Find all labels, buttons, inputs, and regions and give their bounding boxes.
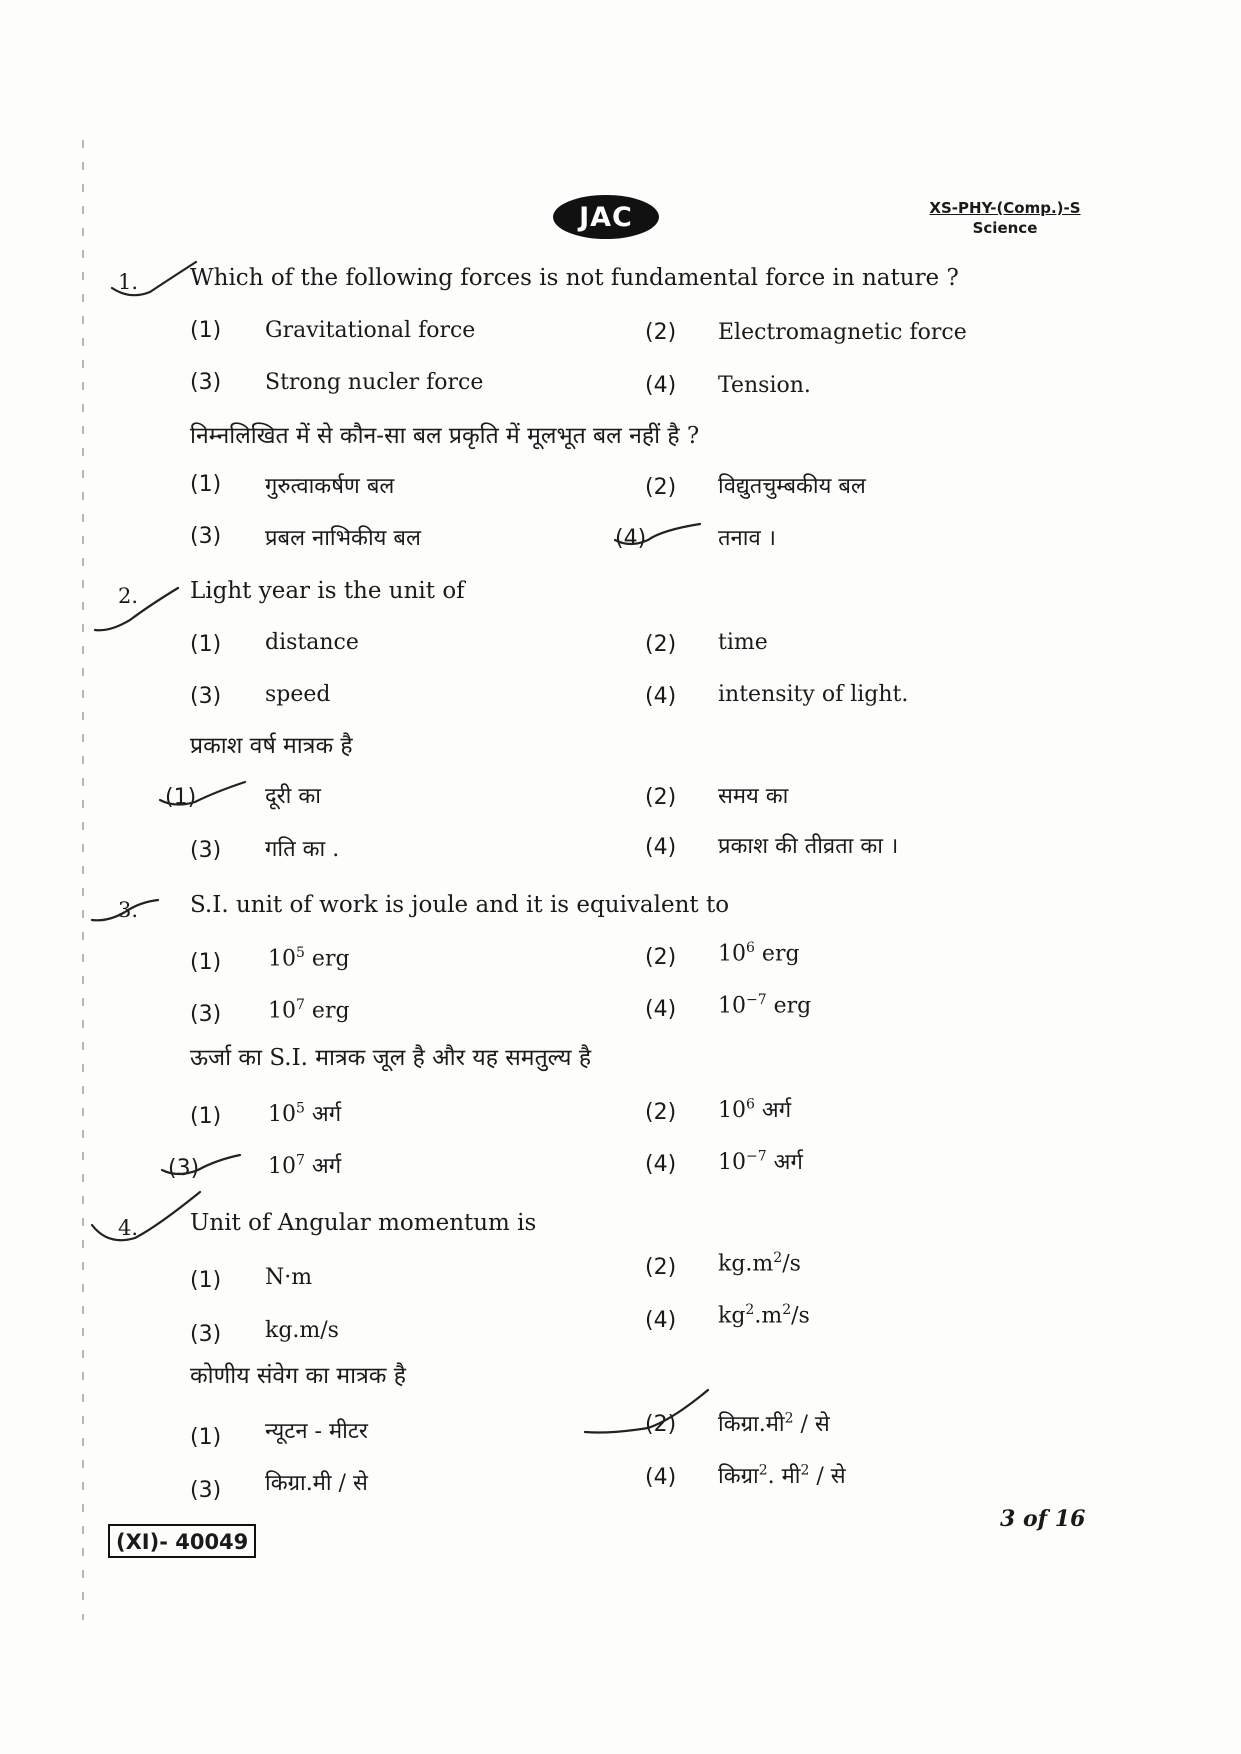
q2-en-opt3-label: (3)	[190, 684, 222, 709]
tick-q4	[92, 1192, 200, 1240]
q1-en-opt2: Electromagnetic force	[718, 320, 967, 345]
q4-hi-opt4-label: (4)	[645, 1465, 677, 1490]
question-1-text-hi: निम्नलिखित में से कौन-सा बल प्रकृति में मूलभूत बल नहीं है ?	[190, 423, 700, 449]
q1-hi-opt1: गुरुत्वाकर्षण बल	[265, 474, 395, 499]
question-2-number: 2.	[118, 584, 139, 608]
q3-en-opt1-label: (1)	[190, 950, 222, 975]
q3-en-opt4-label: (4)	[645, 997, 677, 1022]
q3-en-opt1: $10^5$ erg	[268, 945, 350, 972]
question-3-number: 3.	[118, 898, 139, 922]
jac-logo: JAC	[553, 195, 659, 239]
q1-hi-opt2: विद्युतचुम्बकीय बल	[718, 474, 866, 499]
q2-hi-opt1-label: (1)	[165, 785, 197, 810]
q2-hi-opt3-label: (3)	[190, 838, 222, 863]
q1-en-opt3-label: (3)	[190, 370, 222, 395]
q1-en-opt4-label: (4)	[645, 373, 677, 398]
q2-en-opt3: speed	[265, 682, 331, 707]
question-2-text-en: Light year is the unit of	[190, 578, 465, 604]
q3-hi-opt4-label: (4)	[645, 1152, 677, 1177]
q4-hi-opt1: न्यूटन - मीटर	[265, 1419, 368, 1444]
q3-en-opt3: $10^7$ erg	[268, 997, 350, 1024]
q3-en-opt3-label: (3)	[190, 1002, 222, 1027]
q2-hi-opt2-label: (2)	[645, 785, 677, 810]
q3-en-opt2-label: (2)	[645, 945, 677, 970]
tick-q1-hi-opt4	[615, 524, 700, 544]
q1-hi-opt3: प्रबल नाभिकीय बल	[265, 526, 421, 551]
q3-hi-opt3-label: (3)	[168, 1156, 200, 1181]
q2-en-opt1: distance	[265, 630, 359, 655]
q2-hi-opt4-label: (4)	[645, 835, 677, 860]
q2-en-opt1-label: (1)	[190, 632, 222, 657]
tick-q2	[95, 588, 178, 630]
q4-hi-opt2: किग्रा.मी$^2$ / से	[718, 1410, 830, 1437]
q4-hi-opt2-label: (2)	[645, 1412, 677, 1437]
q3-hi-opt2-label: (2)	[645, 1100, 677, 1125]
q2-hi-opt1: दूरी का	[265, 784, 321, 809]
q1-en-opt3: Strong nucler force	[265, 370, 484, 395]
q2-en-opt4: intensity of light.	[718, 682, 909, 707]
q2-en-opt2: time	[718, 630, 768, 655]
question-4-text-hi: कोणीय संवेग का मात्रक है	[190, 1363, 406, 1389]
question-3-text-hi: ऊर्जा का S.I. मात्रक जूल है और यह समतुल्य है	[190, 1045, 592, 1071]
q1-hi-opt4: तनाव ।	[718, 526, 777, 551]
q4-en-opt4: $kg^2.m^2/s$	[718, 1302, 810, 1329]
question-2-text-hi: प्रकाश वर्ष मात्रक है	[190, 733, 353, 759]
q4-en-opt1-label: (1)	[190, 1268, 222, 1293]
tick-q2-hi-opt1	[160, 782, 245, 805]
question-1-text-en: Which of the following forces is not fundamental force in nature ?	[190, 265, 959, 291]
q4-hi-opt1-label: (1)	[190, 1425, 222, 1450]
question-3-text-en: S.I. unit of work is joule and it is equivalent to	[190, 892, 730, 918]
tick-q1	[112, 262, 196, 295]
q1-en-opt4: Tension.	[718, 373, 811, 398]
q3-hi-opt1: $10^5$ अर्ग	[268, 1100, 342, 1127]
q1-hi-opt1-label: (1)	[190, 472, 222, 497]
q4-en-opt3-label: (3)	[190, 1322, 222, 1347]
q1-hi-opt3-label: (3)	[190, 524, 222, 549]
q1-en-opt2-label: (2)	[645, 320, 677, 345]
q1-en-opt1: Gravitational force	[265, 318, 476, 343]
q1-hi-opt2-label: (2)	[645, 475, 677, 500]
tick-q4-hi-opt2	[585, 1390, 708, 1433]
question-1-number: 1.	[118, 270, 139, 294]
question-4-text-en: Unit of Angular momentum is	[190, 1210, 537, 1236]
q3-en-opt4: $10^{-7}$ erg	[718, 992, 812, 1019]
q3-hi-opt3: $10^7$ अर्ग	[268, 1152, 342, 1179]
q4-hi-opt3: किग्रा.मी / से	[265, 1471, 368, 1496]
q2-hi-opt4: प्रकाश की तीव्रता का ।	[718, 834, 899, 859]
q2-hi-opt2: समय का	[718, 784, 789, 809]
q1-en-opt1-label: (1)	[190, 318, 222, 343]
question-4-number: 4.	[118, 1216, 139, 1240]
q4-hi-opt4: किग्रा$^2$. मी$^2$ / से	[718, 1462, 846, 1489]
q3-hi-opt2: $10^6$ अर्ग	[718, 1096, 792, 1123]
q4-en-opt3: kg.m/s	[265, 1318, 339, 1343]
q4-en-opt4-label: (4)	[645, 1308, 677, 1333]
subject-label: Science	[972, 219, 1038, 237]
tick-q3	[92, 900, 158, 920]
q4-en-opt2-label: (2)	[645, 1255, 677, 1280]
q3-en-opt2: $10^6$ erg	[718, 940, 800, 967]
paper-code: XS-PHY-(Comp.)-S	[929, 199, 1081, 217]
page-number: 3 of 16	[1000, 1506, 1086, 1532]
q4-en-opt1: N·m	[265, 1265, 313, 1290]
paper-serial-code: (XI)- 40049	[108, 1524, 256, 1558]
q2-hi-opt3: गति का .	[265, 837, 340, 862]
q2-en-opt2-label: (2)	[645, 632, 677, 657]
tick-q3-hi-opt3	[162, 1155, 240, 1174]
q3-hi-opt1-label: (1)	[190, 1104, 222, 1129]
q4-hi-opt3-label: (3)	[190, 1478, 222, 1503]
q3-hi-opt4: $10^{-7}$ अर्ग	[718, 1148, 803, 1175]
q2-en-opt4-label: (4)	[645, 684, 677, 709]
q4-en-opt2: $kg.m^2/s$	[718, 1250, 801, 1277]
q1-hi-opt4-label: (4)	[615, 526, 647, 551]
